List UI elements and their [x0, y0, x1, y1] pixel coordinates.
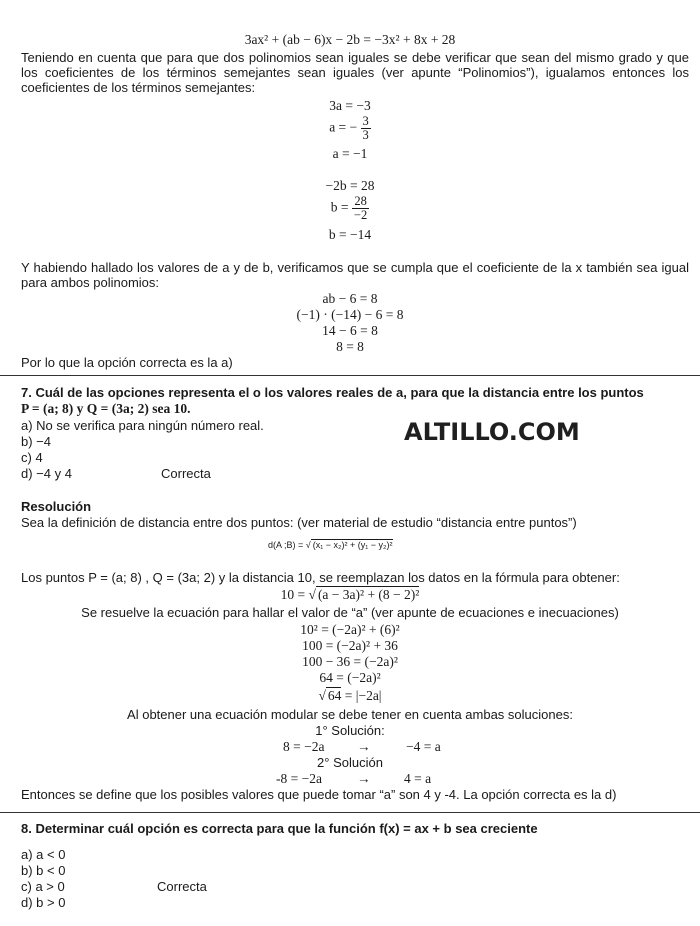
q8-option-a: a) a < 0 [21, 847, 66, 862]
distance-formula: d(A ;B) = √ (x₁ − x₂)² + (y₁ − y₂)² [268, 540, 393, 550]
points-substitution-text: Los puntos P = (a; 8) , Q = (3a; 2) y la distancia 10, se reemplazan los datos en la fórmula para obtener: [21, 570, 620, 585]
solve-step-5: √ 64 = |−2a| [318, 688, 382, 703]
a-step-1: 3a = −3 [329, 98, 371, 113]
q7-title-line-1: 7. Cuál de las opciones representa el o los valores reales de a, para que la distancia entre los puntos [21, 385, 644, 400]
q8-option-c: c) a > 0 [21, 879, 65, 894]
q7-option-d: d) −4 y 4 [21, 466, 72, 481]
resolucion-heading: Resolución [21, 499, 92, 514]
distance-definition-text: Sea la definición de distancia entre dos puntos: (ver material de estudio “distancia entre puntos”) [21, 515, 577, 530]
arrow-right-icon: → [357, 739, 371, 754]
q7-option-b: b) −4 [21, 434, 51, 449]
q8-title: 8. Determinar cuál opción es correcta para que la función f(x) = ax + b sea creciente [21, 821, 538, 836]
q7-correct-label: Correcta [161, 466, 211, 481]
verify-paragraph: Y habiendo hallado los valores de a y de b, verificamos que se cumpla que el coeficiente de la x también sea igual para ambos polinomios: [21, 260, 689, 290]
solution-1-label: 1° Solución: [315, 723, 385, 738]
q7-option-c: c) 4 [21, 450, 43, 465]
arrow-right-icon: → [357, 771, 371, 786]
verify-step-3: 14 − 6 = 8 [322, 323, 378, 338]
b-step-1: −2b = 28 [325, 178, 375, 193]
modular-equation-text: Al obtener una ecuación modular se debe tener en cuenta ambas soluciones: [127, 707, 573, 722]
q8-option-b: b) b < 0 [21, 863, 66, 878]
a-fraction: $\frac{3}{3}$ [362, 114, 369, 142]
a-step-3: a = −1 [332, 146, 368, 161]
distance-equation: 10 = √ (a − 3a)² + (8 − 2)² [280, 587, 420, 602]
solve-equation-text: Se resuelve la ecuación para hallar el valor de “a” (ver apunte de ecuaciones e inecuaciones) [81, 605, 619, 620]
sqrt-icon: √ [305, 540, 311, 550]
solution-1-right: −4 = a [406, 739, 441, 754]
part6-conclusion: Por lo que la opción correcta es la a) [21, 355, 233, 370]
sqrt-icon: √ [308, 587, 316, 602]
q8-correct-label: Correcta [157, 879, 207, 894]
section-divider [0, 812, 700, 813]
verify-step-4: 8 = 8 [336, 339, 364, 354]
solve-step-2: 100 = (−2a)² + 36 [302, 638, 398, 653]
polynomial-equation: 3ax² + (ab − 6)x − 2b = −3x² + 8x + 28 [244, 32, 456, 47]
q8-option-d: d) b > 0 [21, 895, 66, 910]
section-divider [0, 375, 700, 376]
b-step-3: b = −14 [328, 227, 372, 242]
a-step-2: a = − $\frac{3}{3}$ [329, 114, 369, 142]
sqrt-icon: √ [318, 688, 326, 703]
solution-2-label: 2° Solución [317, 755, 383, 770]
verify-step-1: ab − 6 = 8 [322, 291, 378, 306]
b-step-2: b = $\frac{28}{-2}$ [330, 194, 368, 222]
q7-title-line-2: P = (a; 8) y Q = (3a; 2) sea 10. [21, 401, 191, 416]
q7-option-a: a) No se verifica para ningún número real. [21, 418, 264, 433]
q7-final-conclusion: Entonces se define que los posibles valores que puede tomar “a” son 4 y -4. La opción correcta es la d) [21, 787, 617, 802]
intro-paragraph: Teniendo en cuenta que para que dos polinomios sean iguales se debe verificar que sean del mismo grado y que los coeficientes de los términos semejantes sean iguales (ver apunte “Polinomios”), igualamos entonces los coeficientes de los términos semejantes: [21, 50, 689, 95]
verify-step-2: (−1) · (−14) − 6 = 8 [296, 307, 404, 322]
solution-2-left: -8 = −2a [276, 771, 322, 786]
solve-step-1: 10² = (−2a)² + (6)² [300, 622, 400, 637]
altillo-logo: ALTILLO.COM [404, 418, 580, 446]
solve-step-3: 100 − 36 = (−2a)² [302, 654, 398, 669]
solution-2-right: 4 = a [404, 771, 432, 786]
solve-step-4: 64 = (−2a)² [319, 670, 381, 685]
b-fraction: $\frac{28}{-2}$ [353, 194, 368, 222]
solution-1-left: 8 = −2a [283, 739, 325, 754]
